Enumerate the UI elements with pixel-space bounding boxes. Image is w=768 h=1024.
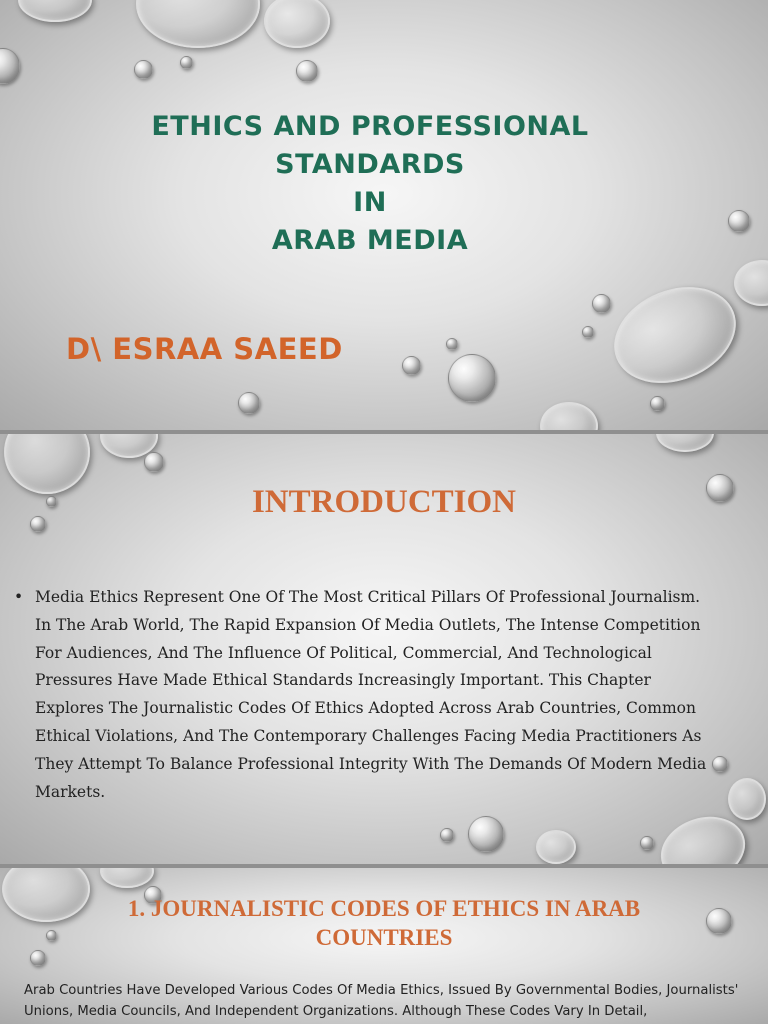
author-name: D\ ESRAA SAEED (66, 332, 343, 366)
water-drop (650, 396, 665, 411)
water-drop (640, 836, 654, 850)
bullet-marker: • (14, 588, 24, 606)
water-drop (582, 326, 594, 338)
water-drop (100, 868, 154, 888)
water-drop (656, 434, 714, 452)
water-drop (446, 338, 458, 350)
water-drop (30, 950, 46, 966)
water-drop (540, 402, 598, 430)
title-line: IN (353, 187, 387, 218)
title-slide (0, 0, 768, 430)
title-line: STANDARDS (275, 149, 465, 180)
codes-of-ethics-slide (0, 868, 768, 1024)
water-drop (468, 816, 504, 852)
water-drop (296, 60, 318, 82)
water-drop (592, 294, 611, 313)
bullet-paragraph (14, 584, 714, 806)
water-drop (144, 452, 164, 472)
water-drop (448, 354, 496, 402)
water-drop (136, 0, 260, 48)
water-drop (402, 356, 421, 375)
water-drop (706, 908, 732, 934)
water-drop (238, 392, 260, 414)
intro-text: Media Ethics Represent One Of The Most Critical Pillars Of Professional Journalism. In The Arab World, The Rapid Expansion Of Media Outlets, The Intense Competition For Audiences, And The Influence Of Political, Commercial, And Technological Pressures Have Made Ethical Standards Increasingly Important. This Chapter Explores The Journalistic Codes Of Ethics Adopted Across Arab Countries, Common Ethical Violations, And The Contemporary Challenges Facing Media Practitioners As They Attempt To Balance Professional Integrity With The Demands Of Modern Media Markets. (35, 588, 707, 801)
section-text: Arab Countries Have Developed Various Codes Of Media Ethics, Issued By Governmental Bodies, Journalists' Unions, Media Councils, And Independent Organizations. Although These Codes Vary In Detail, (24, 983, 739, 1019)
water-drop (728, 778, 766, 820)
section-heading: 1. JOURNALISTIC CODES OF ETHICS IN ARAB COUNTRIES (127, 896, 641, 950)
water-drop (600, 270, 751, 401)
presentation-title (110, 108, 630, 260)
water-drop (712, 756, 728, 772)
introduction-slide (0, 434, 768, 864)
water-drop (46, 930, 57, 941)
water-drop (0, 48, 20, 84)
water-drop (440, 828, 454, 842)
slide-heading: INTRODUCTION (251, 484, 517, 520)
water-drop (264, 0, 330, 48)
water-drop (536, 830, 576, 864)
water-drop (18, 0, 92, 22)
water-drop (2, 868, 90, 922)
water-drop (180, 56, 193, 69)
title-line: ETHICS AND PROFESSIONAL (151, 111, 589, 142)
water-drop (134, 60, 153, 79)
water-drop (734, 260, 768, 306)
water-drop (728, 210, 750, 232)
title-line: ARAB MEDIA (271, 225, 469, 256)
